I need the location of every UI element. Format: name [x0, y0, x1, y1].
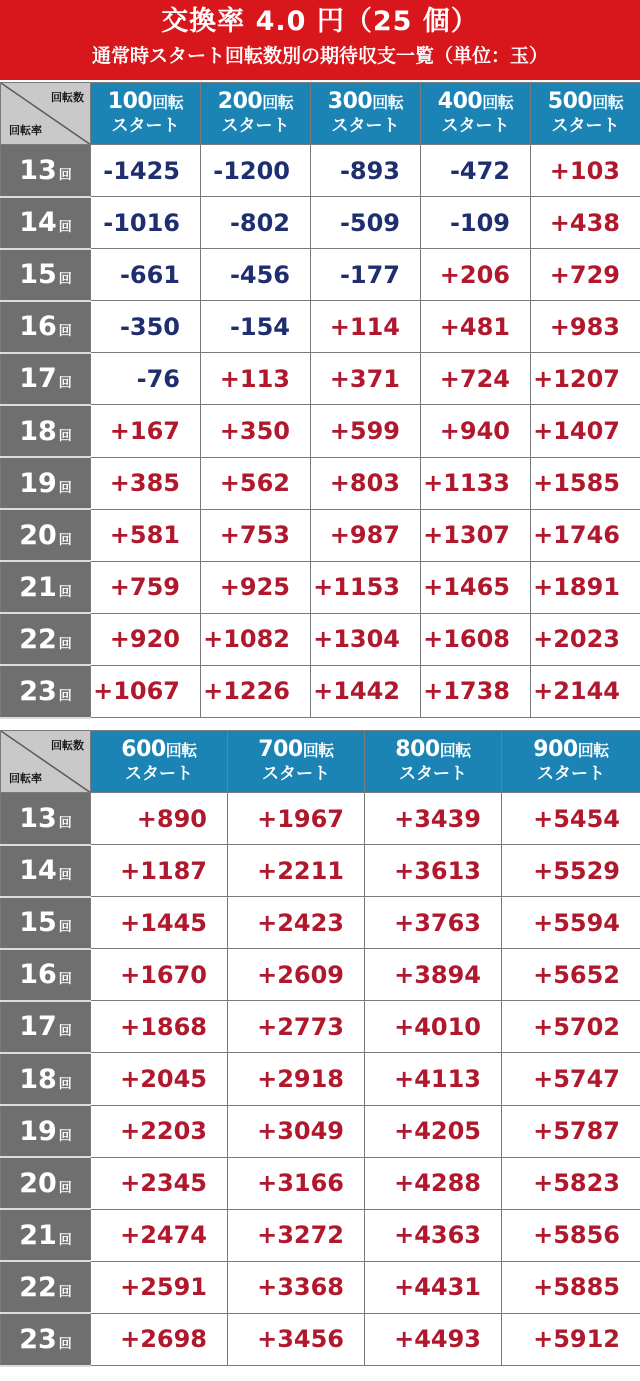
row-unit: 回	[58, 868, 72, 884]
value-cell: +114	[311, 301, 421, 353]
row-rate: 22	[19, 623, 57, 655]
row-rate: 14	[19, 855, 57, 887]
column-number: 700	[258, 737, 303, 762]
column-unit: 回転	[439, 741, 471, 760]
row-header	[1, 613, 91, 665]
value-cell: +759	[91, 561, 201, 613]
column-sub-label: スタート	[399, 764, 467, 784]
value-cell: -893	[311, 145, 421, 197]
value-cell: +753	[201, 509, 311, 561]
value-cell: +385	[91, 457, 201, 509]
value-cell: +3272	[228, 1209, 365, 1261]
row-header	[1, 197, 91, 249]
column-sub-label: スタート	[262, 764, 330, 784]
value-cell: +2345	[91, 1157, 228, 1209]
row-header	[1, 1209, 91, 1261]
table-row	[1, 793, 640, 845]
header-row	[1, 83, 640, 145]
value-cell: +1442	[311, 665, 421, 717]
value-cell: +599	[311, 405, 421, 457]
value-cell: +2918	[228, 1053, 365, 1105]
row-unit: 回	[58, 1024, 72, 1040]
row-header	[1, 1157, 91, 1209]
value-cell: +1608	[421, 613, 531, 665]
value-cell: +1307	[421, 509, 531, 561]
value-cell: +724	[421, 353, 531, 405]
table-row	[1, 613, 640, 665]
value-cell: +1585	[531, 457, 640, 509]
value-cell: +3049	[228, 1105, 365, 1157]
row-rate: 16	[19, 311, 57, 343]
value-cell: +1067	[91, 665, 201, 717]
table-row	[1, 1209, 640, 1261]
value-cell: +2609	[228, 949, 365, 1001]
column-sub-label: スタート	[551, 116, 620, 136]
value-cell: +4431	[365, 1261, 502, 1313]
row-unit: 回	[58, 920, 72, 936]
column-number: 200	[217, 89, 263, 114]
value-cell: +987	[311, 509, 421, 561]
value-cell: +5823	[502, 1157, 640, 1209]
table-row	[1, 509, 640, 561]
column-number: 400	[437, 89, 483, 114]
column-header	[91, 83, 201, 145]
column-number: 500	[547, 89, 593, 114]
value-cell: +1746	[531, 509, 640, 561]
value-cell: +1967	[228, 793, 365, 845]
corner-cell	[1, 83, 91, 145]
value-cell: +5652	[502, 949, 640, 1001]
value-cell: +438	[531, 197, 640, 249]
row-rate: 20	[19, 519, 57, 551]
value-cell: +4493	[365, 1313, 502, 1365]
row-header	[1, 665, 91, 717]
column-spin-count	[91, 90, 200, 115]
column-header	[421, 83, 531, 145]
value-cell: +1133	[421, 457, 531, 509]
value-cell: -154	[201, 301, 311, 353]
value-cell: +5912	[502, 1313, 640, 1365]
corner-bottom-label: 回転率	[9, 124, 42, 137]
value-cell: +1226	[201, 665, 311, 717]
value-cell: +3613	[365, 845, 502, 897]
column-sub-label: スタート	[125, 764, 193, 784]
column-header	[228, 731, 365, 793]
value-cell: -1425	[91, 145, 201, 197]
column-unit: 回転	[165, 741, 197, 760]
column-number: 100	[107, 89, 153, 114]
table-row	[1, 457, 640, 509]
value-cell: -456	[201, 249, 311, 301]
value-cell: +350	[201, 405, 311, 457]
row-rate: 18	[19, 1063, 57, 1095]
row-unit: 回	[58, 1232, 72, 1248]
row-unit: 回	[58, 324, 72, 340]
column-sub-label: スタート	[441, 116, 510, 136]
value-cell: +2698	[91, 1313, 228, 1365]
row-unit: 回	[58, 584, 72, 600]
value-cell: +1082	[201, 613, 311, 665]
row-unit: 回	[58, 376, 72, 392]
table-row	[1, 301, 640, 353]
table-row	[1, 1313, 640, 1365]
value-cell: +206	[421, 249, 531, 301]
value-cell: +3456	[228, 1313, 365, 1365]
value-cell: +3368	[228, 1261, 365, 1313]
row-rate: 14	[19, 207, 57, 239]
row-unit: 回	[58, 815, 72, 831]
value-cell: +5787	[502, 1105, 640, 1157]
row-header	[1, 301, 91, 353]
value-cell: +1407	[531, 405, 640, 457]
column-sub-label: スタート	[111, 116, 180, 136]
row-header	[1, 1261, 91, 1313]
row-unit: 回	[58, 480, 72, 496]
value-cell: +5856	[502, 1209, 640, 1261]
column-spin-count	[365, 738, 501, 763]
row-rate: 23	[19, 675, 57, 707]
row-rate: 15	[19, 907, 57, 939]
column-spin-count	[201, 90, 310, 115]
column-spin-count	[228, 738, 364, 763]
row-header	[1, 353, 91, 405]
table-row	[1, 845, 640, 897]
title-banner	[0, 0, 640, 80]
value-cell: +581	[91, 509, 201, 561]
column-spin-count	[502, 738, 640, 763]
column-unit: 回転	[372, 93, 404, 112]
row-header	[1, 1053, 91, 1105]
row-unit: 回	[58, 688, 72, 704]
column-header	[531, 83, 640, 145]
column-spin-count	[311, 90, 420, 115]
value-cell: +1445	[91, 897, 228, 949]
value-cell: +1868	[91, 1001, 228, 1053]
value-cell: +167	[91, 405, 201, 457]
value-cell: -802	[201, 197, 311, 249]
row-rate: 13	[19, 802, 57, 834]
column-unit: 回転	[592, 93, 624, 112]
value-cell: -109	[421, 197, 531, 249]
value-cell: -1016	[91, 197, 201, 249]
row-rate: 19	[19, 467, 57, 499]
table-row	[1, 249, 640, 301]
row-unit: 回	[58, 220, 72, 236]
row-header	[1, 457, 91, 509]
column-unit: 回転	[577, 741, 609, 760]
value-cell: +925	[201, 561, 311, 613]
column-number: 300	[327, 89, 373, 114]
column-number: 800	[395, 737, 440, 762]
title-line-2: 通常時スタート回転数別の期待収支一覧（単位：玉）	[91, 45, 548, 67]
row-header	[1, 145, 91, 197]
value-cell: +1187	[91, 845, 228, 897]
value-cell: +3894	[365, 949, 502, 1001]
value-cell: +481	[421, 301, 531, 353]
value-cell: -177	[311, 249, 421, 301]
table-row	[1, 1261, 640, 1313]
value-cell: +4113	[365, 1053, 502, 1105]
value-cell: +940	[421, 405, 531, 457]
table-row	[1, 353, 640, 405]
row-unit: 回	[58, 428, 72, 444]
column-unit: 回転	[482, 93, 514, 112]
value-cell: +1738	[421, 665, 531, 717]
value-cell: -350	[91, 301, 201, 353]
value-cell: +103	[531, 145, 640, 197]
value-cell: -509	[311, 197, 421, 249]
value-cell: +4205	[365, 1105, 502, 1157]
value-cell: +3166	[228, 1157, 365, 1209]
value-cell: +2023	[531, 613, 640, 665]
table-row	[1, 665, 640, 717]
row-rate: 18	[19, 415, 57, 447]
row-header	[1, 897, 91, 949]
row-rate: 19	[19, 1115, 57, 1147]
row-unit: 回	[58, 1180, 72, 1196]
column-header	[91, 731, 228, 793]
row-unit: 回	[58, 1076, 72, 1092]
row-unit: 回	[58, 532, 72, 548]
value-cell: +4363	[365, 1209, 502, 1261]
value-cell: +1304	[311, 613, 421, 665]
column-header	[311, 83, 421, 145]
value-cell: +1153	[311, 561, 421, 613]
corner-top-label: 回転数	[51, 739, 84, 752]
row-unit: 回	[58, 636, 72, 652]
value-cell: +113	[201, 353, 311, 405]
row-header	[1, 405, 91, 457]
row-header	[1, 509, 91, 561]
table-row	[1, 1053, 640, 1105]
value-cell: -661	[91, 249, 201, 301]
corner-top-label: 回転数	[51, 91, 84, 104]
value-cell: +5594	[502, 897, 640, 949]
value-cell: +5529	[502, 845, 640, 897]
row-header	[1, 561, 91, 613]
value-cell: +2203	[91, 1105, 228, 1157]
table-row	[1, 197, 640, 249]
row-rate: 21	[19, 1219, 57, 1251]
column-header	[365, 731, 502, 793]
column-spin-count	[91, 738, 227, 763]
corner-cell	[1, 731, 91, 793]
value-cell: +371	[311, 353, 421, 405]
row-unit: 回	[58, 972, 72, 988]
table-row	[1, 405, 640, 457]
expectation-table-2	[0, 730, 640, 1367]
column-sub-label: スタート	[221, 116, 290, 136]
column-unit: 回転	[152, 93, 184, 112]
row-header	[1, 949, 91, 1001]
row-rate: 13	[19, 154, 57, 186]
value-cell: +2474	[91, 1209, 228, 1261]
value-cell: +1465	[421, 561, 531, 613]
table-row	[1, 145, 640, 197]
row-unit: 回	[58, 1284, 72, 1300]
value-cell: +4288	[365, 1157, 502, 1209]
column-spin-count	[531, 90, 640, 115]
value-cell: +2144	[531, 665, 640, 717]
column-sub-label: スタート	[537, 764, 605, 784]
title-line-1: 交換率 4.0 円（25 個）	[161, 6, 479, 37]
value-cell: +3763	[365, 897, 502, 949]
value-cell: +5885	[502, 1261, 640, 1313]
column-header	[502, 731, 640, 793]
row-header	[1, 793, 91, 845]
value-cell: +2591	[91, 1261, 228, 1313]
value-cell: +1891	[531, 561, 640, 613]
value-cell: +2773	[228, 1001, 365, 1053]
value-cell: -1200	[201, 145, 311, 197]
value-cell: +5702	[502, 1001, 640, 1053]
value-cell: +2211	[228, 845, 365, 897]
value-cell: +2045	[91, 1053, 228, 1105]
corner-bottom-label: 回転率	[9, 772, 42, 785]
row-unit: 回	[58, 1336, 72, 1352]
column-unit: 回転	[302, 741, 334, 760]
table-row	[1, 561, 640, 613]
table-row	[1, 949, 640, 1001]
expectation-table-1	[0, 82, 640, 719]
value-cell: +5747	[502, 1053, 640, 1105]
row-rate: 23	[19, 1323, 57, 1355]
row-header	[1, 1313, 91, 1365]
row-rate: 21	[19, 571, 57, 603]
row-unit: 回	[58, 167, 72, 183]
table-row	[1, 1157, 640, 1209]
row-header	[1, 1105, 91, 1157]
value-cell: +983	[531, 301, 640, 353]
value-cell: -472	[421, 145, 531, 197]
table-row	[1, 1105, 640, 1157]
table-row	[1, 1001, 640, 1053]
column-number: 600	[121, 737, 166, 762]
row-header	[1, 1001, 91, 1053]
value-cell: +1207	[531, 353, 640, 405]
value-cell: -76	[91, 353, 201, 405]
value-cell: +729	[531, 249, 640, 301]
value-cell: +2423	[228, 897, 365, 949]
value-cell: +890	[91, 793, 228, 845]
row-rate: 22	[19, 1271, 57, 1303]
row-rate: 20	[19, 1167, 57, 1199]
row-rate: 17	[19, 1011, 57, 1043]
row-header	[1, 249, 91, 301]
row-unit: 回	[58, 272, 72, 288]
value-cell: +4010	[365, 1001, 502, 1053]
row-rate: 16	[19, 959, 57, 991]
column-sub-label: スタート	[331, 116, 400, 136]
header-row	[1, 731, 640, 793]
value-cell: +1670	[91, 949, 228, 1001]
row-rate: 15	[19, 259, 57, 291]
value-cell: +5454	[502, 793, 640, 845]
column-unit: 回転	[262, 93, 294, 112]
column-number: 900	[533, 737, 578, 762]
column-header	[201, 83, 311, 145]
row-rate: 17	[19, 363, 57, 395]
value-cell: +562	[201, 457, 311, 509]
value-cell: +920	[91, 613, 201, 665]
row-unit: 回	[58, 1128, 72, 1144]
table-row	[1, 897, 640, 949]
row-header	[1, 845, 91, 897]
value-cell: +3439	[365, 793, 502, 845]
column-spin-count	[421, 90, 530, 115]
value-cell: +803	[311, 457, 421, 509]
